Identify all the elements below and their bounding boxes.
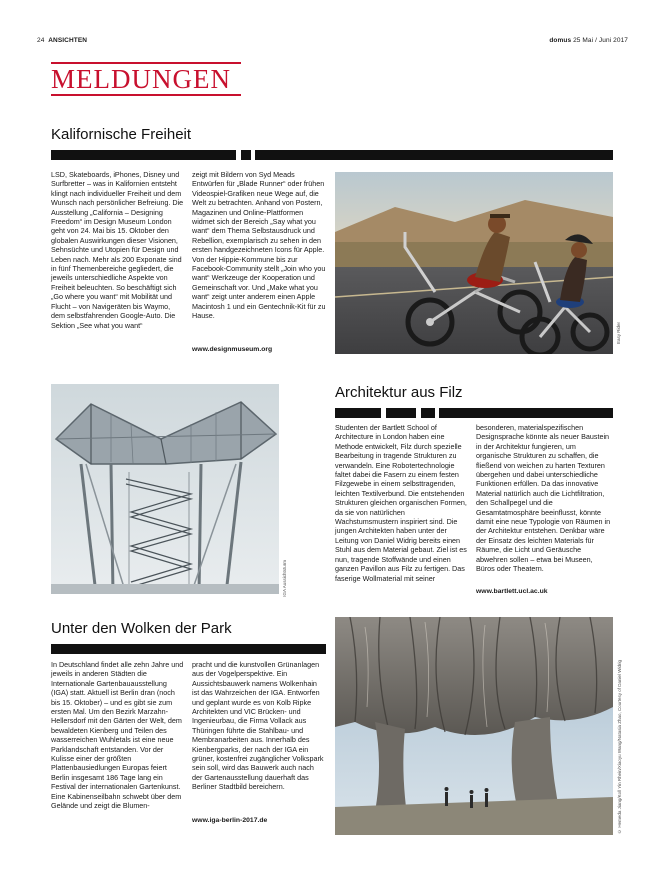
section-title: MELDUNGEN	[51, 64, 231, 94]
felt-render-credit: © Hemeda Jiang/Koll Yin Rhein/Xiaoyu Wang/Natasia Zhao, Courtesy of Daniel Widrig	[617, 660, 622, 834]
article3-bar	[51, 644, 326, 654]
article1-column-2: zeigt mit Bildern von Syd Meads Entwürfen für „Blade Runner“ oder frühen Videospiel-Grafiken neue Wege auf, die Welt zu betrachten. Anhand von Postern, Magazinen und Online-Plattformen widmet sich der Bereich „Say what you want“ dem Thema Selbstausdruck und Rebellion, exemplarisch zu sehen in den ersten handgezeichneten Icons für Apple. Von der Hippie-Kommune bis zur Facebook-Community stellt „Join who you want“ Werkzeuge der Kooperation und Gemeinschaft vor. Und „Make what you want“ zeigt unter anderem einen Apple Macintosh 1 und ein Gentechnik-Kit für zu Hause.	[192, 170, 326, 321]
article3-column-1: In Deutschland findet alle zehn Jahre und jeweils in anderen Städten die Internationale Gartenbauausstellung (IGA) statt. Aktuell ist Berlin dran (noch bis 15. Oktober) – und es gibt sie zum ersten Mal. Um den Bezirk Marzahn-Hellersdorf mit den Gärten der Welt, dem bewaldeten Kienberg und Teilen des wasserreichen Wuhletals ist eine neue Parklandschaft entstanden. Vor der Kulisse einer der größten Plattenbausiedlungen Europas feiert Berlin insgesamt 186 Tage lang ein Festival der internationalen Gartenkunst. Eine Kabinenseilbahn schwebt über dem Gelände und zeigt die Blumen-	[51, 660, 184, 811]
magazine-name: domus	[549, 37, 572, 44]
issue-date: 25 Mai / Juni 2017	[573, 37, 628, 44]
article2-column-2: besonderen, materialspezifischen Designsprache könnte als neuer Baustein in der Architektur fungieren, um organische Strukturen zu schaffen, die fließend von weichen zu harten Texturen übergehen und dabei unterschiedliche Funktionen erfüllen. Da das innovative Material natürlich auch die Lichtfiltration, den Schallpegel und die Gesamtatmosphäre beeinflusst, könnte damit eine neue Typologie von Räumen in der Architektur entstehen. Denkbar wäre der Einsatz des leichten Materials für Räume, die Licht und Geräusche abwehren sollen – etwa bei Museen, Büros oder Theatern.	[476, 423, 611, 574]
article3-column-2: pracht und die kunstvollen Grünanlagen aus der Vogelperspektive. Ein Aussichtsbauwerk namens Wolkenhain ist das Wahrzeichen der IGA. Entworfen und geplant wurde es von Kolb Ripke Architekten und VIC Brücken- und Ingenieurbau, die Firma Vollack aus Thüringen führte die Stahlbau- und Membranarbeiten aus. Innerhalb des Kienbergparks, der nach der IGA ein grüner, kostenfrei zugänglicher Volkspark sein soll, wird das Bauwerk auch nach der Gartenausstellung dauerhaft das Berliner Stadtbild bereichern.	[192, 660, 324, 792]
article2-url[interactable]: www.bartlett.ucl.ac.uk	[476, 588, 548, 595]
page-number-header	[37, 37, 87, 44]
felt-architecture-render	[335, 617, 613, 835]
title-rule-bottom	[51, 94, 241, 96]
article1-headline: Kalifornische Freiheit	[51, 126, 192, 143]
easy-rider-photo	[335, 172, 613, 354]
article1-bar	[51, 150, 613, 160]
tower-photo-credit: IGA Aussichtsturm	[282, 560, 287, 597]
article3-headline: Unter den Wolken der Park	[51, 620, 232, 637]
article2-column-1: Studenten der Bartlett School of Architecture in London haben eine Methode entwickelt, Filz durch spezielle Bearbeitung in tragende Strukturen zu verwandeln. Eine Robotertechnologie faltet dabei die Fasern zu einem festen Filzgewebe in einem selbsttragenden, leichten Textilverbund. Die entstehenden Strukturen gleichen organischen Formen, da sie von natürlichen Wachstumsmustern inspiriert sind. Die jungen Architekten haben unter der Leitung von Daniel Widrig bereits einen Stuhl aus dem Material gebaut. Ziel ist es nun, tragende Stoffwände und einen ganzen Pavillon aus Filz zu fertigen. Das faserige Wollmaterial mit seiner	[335, 423, 467, 583]
section-label: ANSICHTEN	[48, 37, 88, 44]
article3-url[interactable]: www.iga-berlin-2017.de	[192, 817, 268, 824]
issue-header	[549, 37, 628, 44]
easy-rider-credit: Easy Rider	[616, 322, 621, 345]
article2-bar	[335, 408, 613, 418]
observation-tower-photo	[51, 384, 279, 594]
article1-column-1: LSD, Skateboards, iPhones, Disney und Surfbretter – was in Kalifornien entsteht klingt nach individueller Freiheit und dem Wunsch nach persönlicher Befreiung. Die Ausstellung „California – Designing Freedom“ im Design Museum London geht von 24. Mai bis 15. Oktober den globalen Auswirkungen dieser Visionen, Sehnsüchte und Utopien für Design und Leben nach. Mehr als 200 Exponate sind in fünf Themenbereiche gegliedert, die jeweils unterschiedliche Aspekte von Freiheit beleuchten. So beschäftigt sich „Go where you want“ mit Mobilität und Flucht – von Navigeräten bis Waymo, dem selbstfahrenden Google-Auto. Die Sektion „See what you want“	[51, 170, 184, 330]
page-number: 24	[37, 37, 45, 44]
article2-headline: Architektur aus Filz	[335, 384, 463, 401]
article1-url[interactable]: www.designmuseum.org	[192, 346, 273, 353]
